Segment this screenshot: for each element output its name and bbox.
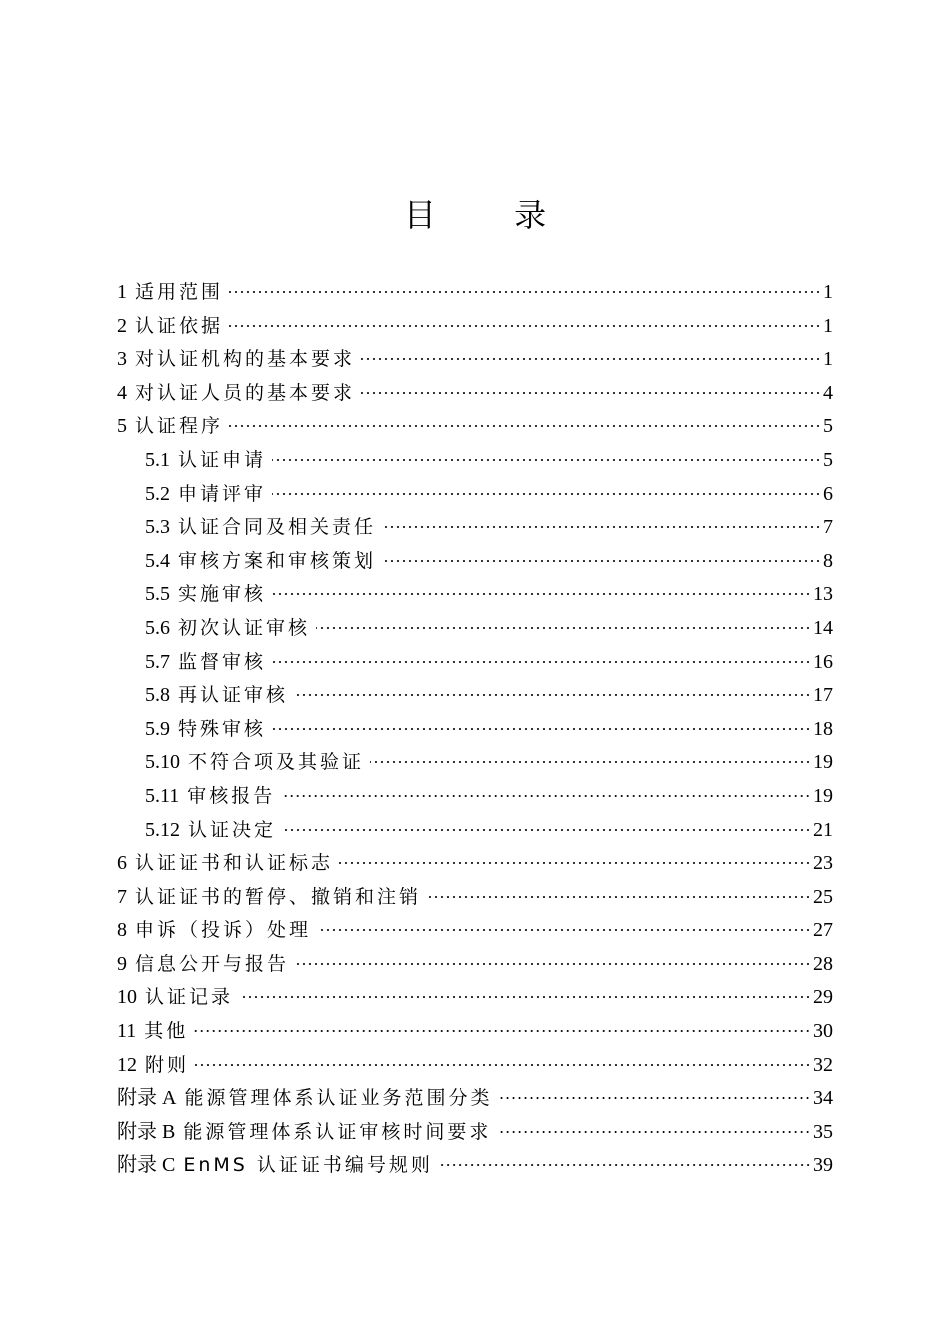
toc-entry-page-number: 4 bbox=[823, 381, 833, 404]
toc-entry-number: 5.5 bbox=[145, 583, 170, 606]
toc-entry-page-number: 5 bbox=[823, 448, 833, 471]
toc-entry-label: 对认证人员的基本要求 bbox=[135, 381, 356, 404]
toc-entry-label: 适用范围 bbox=[135, 281, 224, 303]
toc-entry-number: 8 bbox=[117, 919, 127, 942]
toc-entry-label: 能源管理体系认证审核时间要求 bbox=[183, 1120, 492, 1143]
toc-entry-label: 认证记录 bbox=[145, 986, 234, 1009]
toc-entry-page-number: 30 bbox=[813, 1020, 833, 1043]
dot-leader bbox=[272, 459, 821, 461]
toc-entry-page-number: 23 bbox=[813, 852, 833, 875]
toc-entry-page-number: 6 bbox=[823, 482, 833, 505]
toc-entry-page-number: 18 bbox=[813, 717, 833, 740]
dot-leader bbox=[272, 493, 821, 495]
dot-leader bbox=[281, 795, 811, 797]
toc-entry-label: 认证决定 bbox=[188, 818, 277, 841]
toc-entry-page-number: 1 bbox=[823, 314, 833, 337]
toc-entry-number: 11 bbox=[117, 1020, 137, 1043]
toc-entry-page-number: 28 bbox=[813, 952, 833, 975]
dot-leader bbox=[239, 996, 811, 998]
toc-entry-number: 6 bbox=[117, 852, 127, 875]
toc-entry-page-number: 1 bbox=[823, 281, 833, 303]
dot-leader bbox=[339, 862, 811, 864]
dot-leader bbox=[272, 593, 811, 595]
toc-entry[interactable] bbox=[117, 545, 833, 579]
toc-entry-number: 附录 B bbox=[117, 1120, 176, 1143]
toc-entry-page-number: 25 bbox=[813, 885, 833, 908]
toc-entry-page-number: 8 bbox=[823, 549, 833, 572]
toc-entry[interactable] bbox=[117, 814, 833, 848]
toc-entry-number: 附录 A bbox=[117, 1087, 177, 1110]
toc-entry-page-number: 16 bbox=[813, 650, 833, 673]
toc-entry[interactable] bbox=[117, 478, 833, 512]
toc-entry[interactable] bbox=[117, 410, 833, 444]
toc-entry[interactable] bbox=[117, 646, 833, 680]
toc-entry[interactable] bbox=[117, 981, 833, 1015]
dot-leader bbox=[317, 929, 811, 931]
dot-leader bbox=[294, 694, 811, 696]
toc-entry-number: 1 bbox=[117, 281, 127, 303]
toc-entry-label: 认证程序 bbox=[135, 415, 224, 438]
toc-entry[interactable] bbox=[117, 914, 833, 948]
toc-entry[interactable] bbox=[117, 1082, 833, 1116]
toc-entry-label: 申诉（投诉）处理 bbox=[135, 919, 312, 942]
dot-leader bbox=[229, 291, 821, 293]
toc-entry[interactable] bbox=[117, 1049, 833, 1083]
toc-entry-number: 5.1 bbox=[145, 448, 170, 471]
dot-leader bbox=[194, 1030, 811, 1032]
toc-entry-number: 5.6 bbox=[145, 616, 170, 639]
toc-entry[interactable] bbox=[117, 746, 833, 780]
toc-entry[interactable] bbox=[117, 377, 833, 411]
toc-entry[interactable] bbox=[117, 310, 833, 344]
dot-leader bbox=[361, 392, 821, 394]
toc-entry-number: 9 bbox=[117, 952, 127, 975]
toc-entry-number: 5.8 bbox=[145, 684, 170, 707]
toc-entry-label: 对认证机构的基本要求 bbox=[135, 348, 356, 371]
toc-entry[interactable] bbox=[117, 444, 833, 478]
dot-leader bbox=[370, 761, 811, 763]
toc-entry[interactable] bbox=[117, 511, 833, 545]
toc-entry[interactable] bbox=[117, 578, 833, 612]
dot-leader bbox=[229, 425, 821, 427]
toc-entry-page-number: 7 bbox=[823, 516, 833, 539]
toc-entry-label: 认证申请 bbox=[178, 448, 267, 471]
dot-leader bbox=[497, 1131, 811, 1133]
toc-entry[interactable] bbox=[117, 679, 833, 713]
dot-leader bbox=[195, 1064, 811, 1066]
toc-entry[interactable] bbox=[117, 343, 833, 377]
toc-entry-page-number: 17 bbox=[813, 684, 833, 707]
toc-list bbox=[117, 276, 833, 1183]
toc-entry-number: 5.9 bbox=[145, 717, 170, 740]
toc-entry-page-number: 32 bbox=[813, 1053, 833, 1076]
dot-leader bbox=[295, 963, 811, 965]
dot-leader bbox=[272, 661, 811, 663]
toc-entry[interactable] bbox=[117, 1116, 833, 1150]
toc-entry-label: 认证依据 bbox=[135, 314, 224, 337]
toc-entry-number: 5.7 bbox=[145, 650, 170, 673]
toc-entry-page-number: 19 bbox=[813, 784, 833, 807]
toc-entry[interactable] bbox=[117, 1015, 833, 1049]
dot-leader bbox=[272, 728, 811, 730]
toc-entry-label: 审核报告 bbox=[187, 784, 276, 807]
toc-entry-number: 附录 C bbox=[117, 1154, 176, 1177]
toc-entry-label: 初次认证审核 bbox=[178, 616, 311, 639]
toc-entry-page-number: 19 bbox=[813, 751, 833, 774]
toc-entry-label: 认证证书的暂停、撤销和注销 bbox=[135, 885, 422, 908]
toc-entry-page-number: 35 bbox=[813, 1120, 833, 1143]
toc-entry-label: 再认证审核 bbox=[178, 684, 289, 707]
toc-entry[interactable] bbox=[117, 881, 833, 915]
dot-leader bbox=[229, 325, 821, 327]
toc-entry-page-number: 39 bbox=[813, 1154, 833, 1177]
toc-entry-number: 10 bbox=[117, 986, 137, 1009]
toc-entry-page-number: 29 bbox=[813, 986, 833, 1009]
toc-entry-number: 4 bbox=[117, 381, 127, 404]
toc-title: 目 录 bbox=[403, 196, 581, 234]
toc-entry-label: 申请评审 bbox=[178, 482, 267, 505]
dot-leader bbox=[282, 829, 811, 831]
toc-entry-label: 不符合项及其验证 bbox=[188, 751, 365, 774]
toc-entry-label: 审核方案和审核策划 bbox=[178, 549, 377, 572]
toc-entry-label: EnMS 认证证书编号规则 bbox=[183, 1154, 433, 1177]
toc-entry-number: 12 bbox=[117, 1053, 137, 1076]
toc-entry-number: 5.10 bbox=[145, 751, 180, 774]
toc-entry-page-number: 14 bbox=[813, 616, 833, 639]
toc-entry-number: 5.12 bbox=[145, 818, 180, 841]
toc-entry-label: 附则 bbox=[145, 1053, 190, 1076]
toc-entry[interactable] bbox=[117, 1149, 833, 1183]
toc-entry[interactable] bbox=[117, 713, 833, 747]
toc-entry-label: 认证合同及相关责任 bbox=[178, 516, 377, 539]
toc-entry-number: 5 bbox=[117, 415, 127, 438]
toc-entry-number: 3 bbox=[117, 348, 127, 371]
toc-entry-number: 2 bbox=[117, 314, 127, 337]
toc-entry[interactable] bbox=[117, 948, 833, 982]
toc-entry-label: 特殊审核 bbox=[178, 717, 267, 740]
dot-leader bbox=[498, 1097, 811, 1099]
dot-leader bbox=[427, 896, 811, 898]
toc-entry-label: 认证证书和认证标志 bbox=[135, 852, 334, 875]
toc-entry[interactable] bbox=[117, 847, 833, 881]
toc-entry-label: 其他 bbox=[144, 1020, 189, 1043]
toc-entry-page-number: 21 bbox=[813, 818, 833, 841]
toc-entry-label: 信息公开与报告 bbox=[135, 952, 290, 975]
toc-entry-number: 5.11 bbox=[145, 784, 180, 807]
toc-entry-number: 5.3 bbox=[145, 516, 170, 539]
dot-leader bbox=[382, 560, 821, 562]
toc-entry-label: 能源管理体系认证业务范围分类 bbox=[184, 1087, 493, 1110]
toc-entry[interactable] bbox=[117, 276, 833, 310]
toc-entry-label: 实施审核 bbox=[178, 583, 267, 606]
dot-leader bbox=[382, 526, 821, 528]
toc-entry-page-number: 1 bbox=[823, 348, 833, 371]
toc-entry-page-number: 27 bbox=[813, 919, 833, 942]
toc-entry-page-number: 5 bbox=[823, 415, 833, 438]
toc-entry-label: 监督审核 bbox=[178, 650, 267, 673]
toc-entry-page-number: 13 bbox=[813, 583, 833, 606]
toc-entry[interactable] bbox=[117, 612, 833, 646]
dot-leader bbox=[361, 358, 821, 360]
dot-leader bbox=[439, 1164, 811, 1166]
toc-entry[interactable] bbox=[117, 780, 833, 814]
toc-entry-page-number: 34 bbox=[813, 1087, 833, 1110]
toc-entry-number: 5.2 bbox=[145, 482, 170, 505]
dot-leader bbox=[316, 627, 811, 629]
toc-entry-number: 5.4 bbox=[145, 549, 170, 572]
toc-entry-number: 7 bbox=[117, 885, 127, 908]
